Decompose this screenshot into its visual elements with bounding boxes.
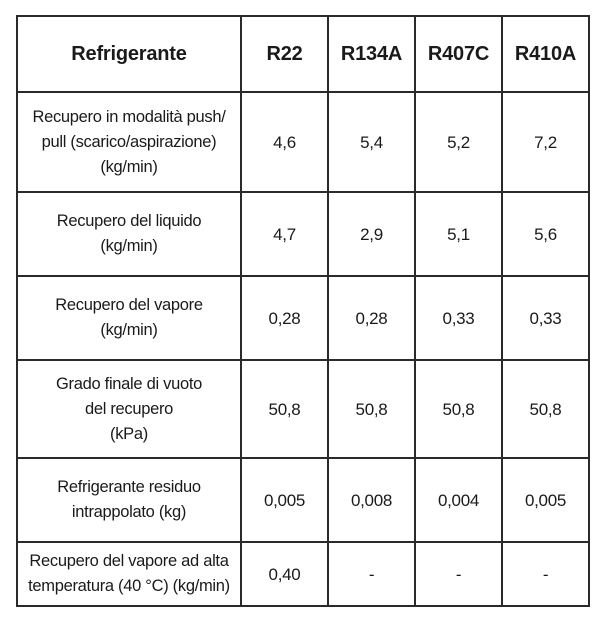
row-label-line: Grado finale di vuoto [56,374,202,393]
row-label-residual-refrigerant [17,458,241,542]
cell-value-r134a: 0,008 [328,458,415,542]
row-label-vapor-recovery [17,276,241,360]
refrigerant-spec-table [16,15,590,607]
row-label-line: (kg/min) [100,237,158,255]
header-column-r407c: R407C [415,16,502,92]
row-label-line: pull (scarico/aspirazione) [41,132,217,151]
row-label-line: intrappolato (kg) [71,503,187,521]
cell-value-r407c: 50,8 [415,360,502,458]
row-label-line: Recupero del vapore ad alta [29,552,229,570]
row-label-liquid-recovery [17,192,241,276]
header-row [17,16,589,92]
header-column-r134a: R134A [328,16,415,92]
cell-value-r410a: 0,005 [502,458,589,542]
cell-value-r410a: 7,2 [502,92,589,192]
table-row-push-pull [17,92,589,192]
table-row-high-temp-vapor [17,542,589,606]
row-label-line: Recupero del liquido [56,212,202,230]
cell-value-r134a: 2,9 [328,192,415,276]
row-label-line: (kg/min) [100,157,158,176]
row-label-line: del recupero [84,399,174,418]
row-label-line: Refrigerante residuo [57,478,201,496]
cell-value-r407c: - [415,542,502,606]
cell-value-r410a: 0,33 [502,276,589,360]
cell-value-r22: 4,7 [241,192,328,276]
row-label-high-temp-vapor [17,542,241,606]
table-row-residual-refrigerant [17,458,589,542]
row-label-line: temperatura (40 °C) (kg/min) [28,577,230,595]
cell-value-r134a: 5,4 [328,92,415,192]
header-column-r410a: R410A [502,16,589,92]
cell-value-r22: 0,40 [241,542,328,606]
table-row-final-vacuum [17,360,589,458]
row-label-line: Recupero in modalità push/ [32,107,226,126]
cell-value-r410a: 50,8 [502,360,589,458]
row-label-push-pull [17,92,241,192]
cell-value-r407c: 5,1 [415,192,502,276]
cell-value-r407c: 0,33 [415,276,502,360]
row-label-final-vacuum [17,360,241,458]
row-label-line: Recupero del vapore [55,296,203,314]
cell-value-r22: 0,28 [241,276,328,360]
row-label-line: (kg/min) [100,321,158,339]
header-column-r22: R22 [241,16,328,92]
cell-value-r134a: - [328,542,415,606]
table-row-vapor-recovery [17,276,589,360]
cell-value-r407c: 5,2 [415,92,502,192]
cell-value-r22: 0,005 [241,458,328,542]
cell-value-r407c: 0,004 [415,458,502,542]
header-label-refrigerante: Refrigerante [17,16,241,92]
cell-value-r134a: 50,8 [328,360,415,458]
cell-value-r22: 4,6 [241,92,328,192]
cell-value-r410a: 5,6 [502,192,589,276]
table-row-liquid-recovery [17,192,589,276]
cell-value-r134a: 0,28 [328,276,415,360]
cell-value-r410a: - [502,542,589,606]
row-label-line: (kPa) [110,424,148,443]
cell-value-r22: 50,8 [241,360,328,458]
